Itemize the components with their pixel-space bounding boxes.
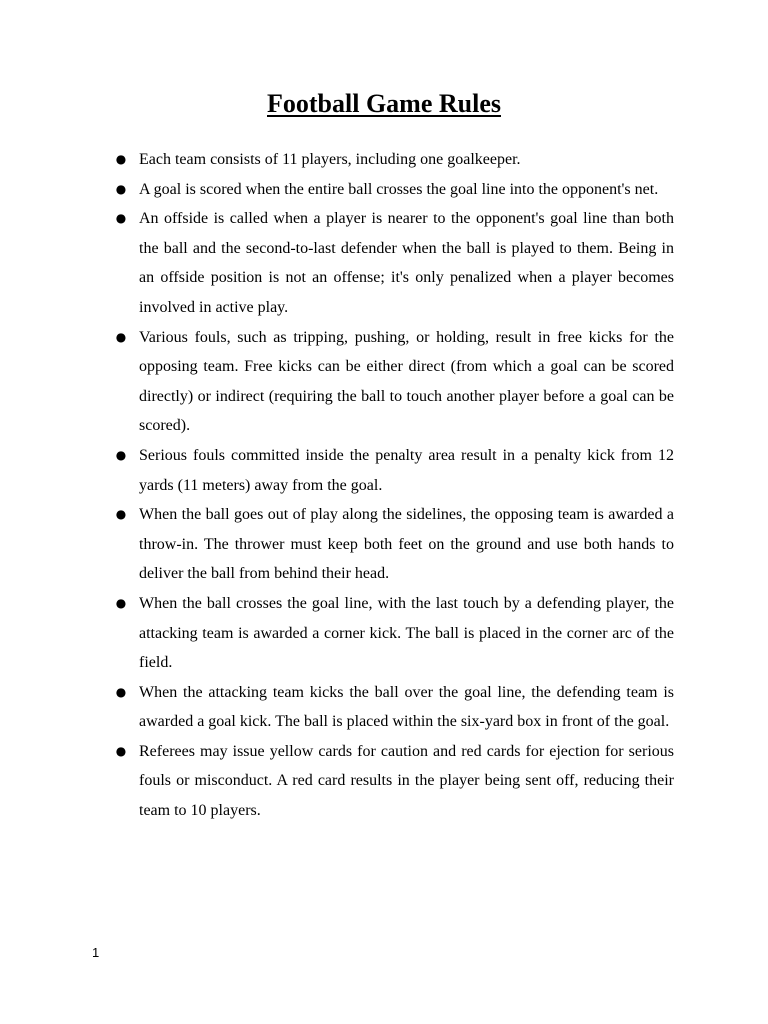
list-item <box>115 204 674 322</box>
bullet-icon: ● <box>115 329 127 344</box>
list-item <box>115 145 674 175</box>
list-item-text: When the attacking team kicks the ball over the goal line, the defending team is awarded a goal kick. The ball is placed within the six-yard box in front of the goal. <box>139 683 674 731</box>
page-title <box>0 86 768 122</box>
list-item-text: When the ball crosses the goal line, with the last touch by a defending player, the attacking team is awarded a corner kick. The ball is placed in the corner arc of the field. <box>139 594 674 672</box>
list-item <box>115 175 674 205</box>
list-item <box>115 678 674 737</box>
bullet-icon: ● <box>115 684 127 699</box>
list-item-text: When the ball goes out of play along the sidelines, the opposing team is awarded a throw-in. The thrower must keep both feet on the ground and use both hands to deliver the ball from behind their head. <box>139 506 674 583</box>
list-item-text: A goal is scored when the entire ball crosses the goal line into the opponent's net. <box>139 180 659 198</box>
list-item-text: Serious fouls committed inside the penalty area result in a penalty kick from 12 yards (11 meters) away from the goal. <box>139 446 674 494</box>
page-number: 1 <box>92 945 100 960</box>
bullet-icon: ● <box>115 211 127 226</box>
bullet-icon: ● <box>115 152 127 166</box>
page-title-text: Football Game Rules <box>267 89 501 118</box>
bullet-icon: ● <box>115 181 127 196</box>
list-item-text: An offside is called when a player is nearer to the opponent's goal line than both the ball and the second-to-last defender when the ball is played to them. Being in an offside position is not an offense; it's only penalized when a player becomes involved in active play. <box>139 210 674 316</box>
list-item <box>115 737 674 826</box>
bullet-icon: ● <box>115 447 127 462</box>
bullet-icon: ● <box>115 507 127 522</box>
list-item <box>115 589 674 678</box>
bullet-icon: ● <box>115 595 127 610</box>
rules-list <box>115 145 674 826</box>
list-item-text: Various fouls, such as tripping, pushing, or holding, result in free kicks for the opposing team. Free kicks can be either direct (from which a goal can be scored directly) or indirect (requiring the ball to touch another player before a goal can be scored). <box>139 328 674 435</box>
list-item <box>115 323 674 441</box>
list-item-text: Referees may issue yellow cards for caution and red cards for ejection for serious fouls or misconduct. A red card results in the player being sent off, reducing their team to 10 players. <box>139 742 674 820</box>
bullet-icon: ● <box>115 743 127 758</box>
list-item <box>115 441 674 500</box>
list-item-text: Each team consists of 11 players, including one goalkeeper. <box>139 151 521 168</box>
list-item <box>115 500 674 589</box>
